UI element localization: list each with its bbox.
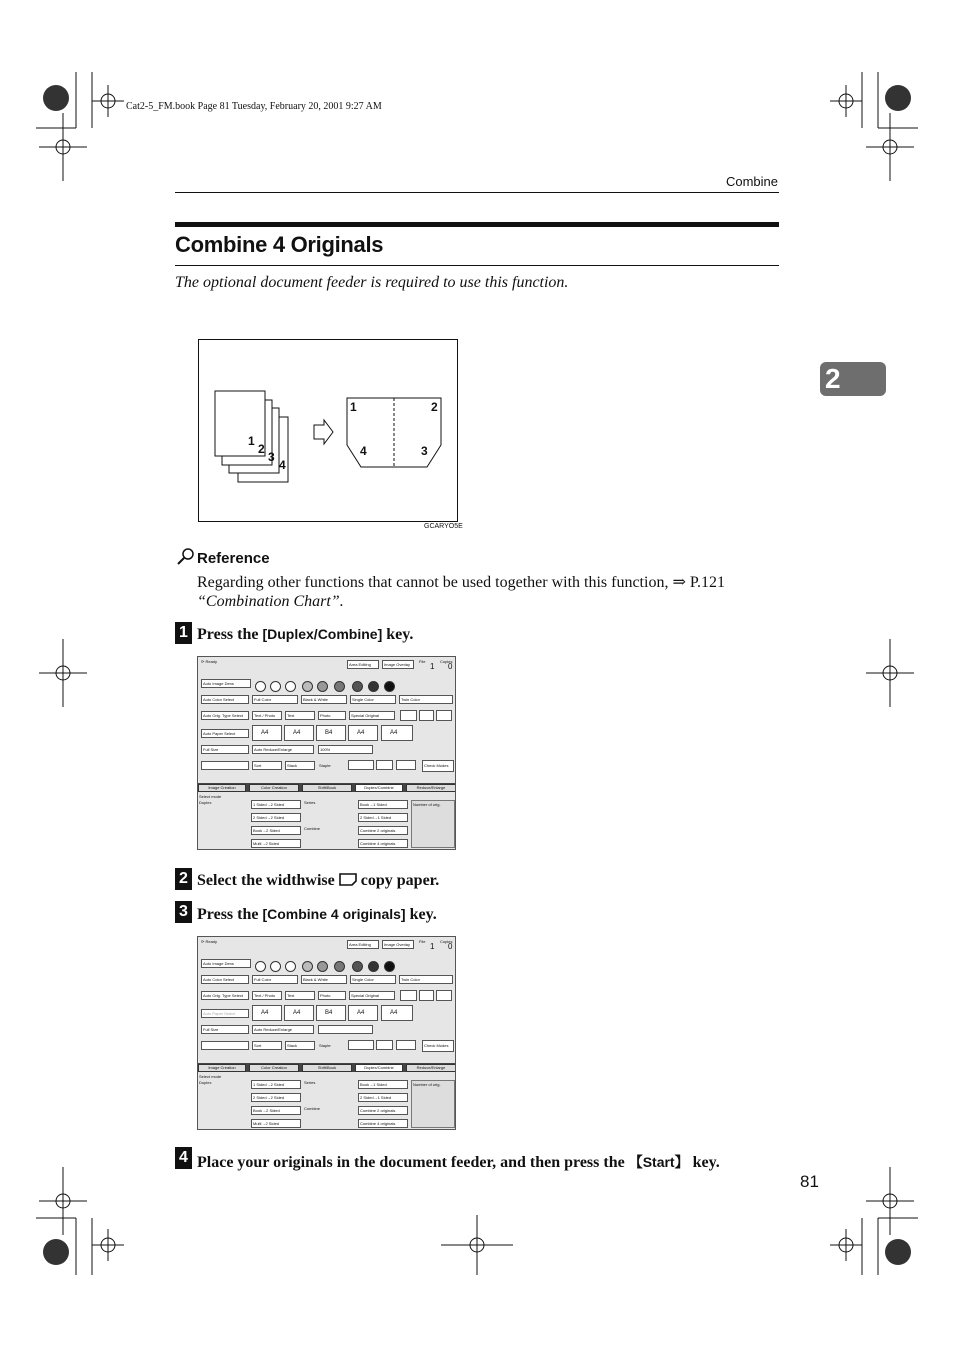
staple-button[interactable] xyxy=(396,760,416,770)
step-text: key. xyxy=(405,906,437,923)
page-number: 81 xyxy=(800,1172,819,1191)
reference-text: Regarding other functions that cannot be used together with this function, ⇒ P.121 xyxy=(197,574,725,591)
title-rule xyxy=(175,265,779,266)
orig-icon-button[interactable] xyxy=(436,990,452,1001)
series-option[interactable]: Book→1 Sided xyxy=(358,800,408,809)
stack-number: 3 xyxy=(268,450,275,464)
sort-button[interactable]: Sort xyxy=(252,1041,282,1050)
combine-2-button[interactable]: Combine 2 originals xyxy=(358,826,408,835)
auto-color-select-button[interactable]: Auto Color Select xyxy=(201,695,249,704)
step-number: 1 xyxy=(175,622,192,644)
paper-tray-button[interactable]: A4 xyxy=(381,725,413,741)
copies-label: Copies xyxy=(440,939,453,944)
text-photo-button[interactable]: Text / Photo xyxy=(252,991,282,1000)
density-dot[interactable] xyxy=(384,681,395,692)
density-dot[interactable] xyxy=(334,681,345,692)
function-tabs xyxy=(198,1063,456,1072)
staple-button[interactable] xyxy=(376,760,393,770)
duplex-option[interactable]: 2 Sided→2 Sided xyxy=(251,1093,301,1102)
density-dot[interactable] xyxy=(368,681,379,692)
auto-paper-select-button[interactable]: Auto Paper Select xyxy=(201,1009,249,1018)
select-mode-label: Select mode xyxy=(199,1074,222,1079)
stack-number: 1 xyxy=(248,434,255,448)
sort-button[interactable]: Sort xyxy=(252,761,282,770)
text-photo-button[interactable]: Text / Photo xyxy=(252,711,282,720)
header-rule xyxy=(175,192,779,193)
file-label: File xyxy=(419,659,426,664)
combine-4-button[interactable]: Combine 4 originals xyxy=(358,839,408,848)
step-text: Press the xyxy=(197,906,263,923)
step-4 xyxy=(197,1152,720,1172)
auto-image-density-button[interactable]: Auto Image Dens xyxy=(201,959,251,968)
result-number: 4 xyxy=(360,444,367,458)
auto-reduce-button[interactable]: Auto Reduce/Enlarge xyxy=(252,745,314,754)
step-number: 4 xyxy=(175,1147,192,1169)
auto-reduce-button[interactable]: Auto Reduce/Enlarge xyxy=(252,1025,314,1034)
number-of-orig-label: Number of orig. xyxy=(413,802,441,807)
series-option[interactable]: 2 Sided→1 Sided xyxy=(358,1093,408,1102)
combine-4-originals-key: [Combine 4 originals] xyxy=(262,906,406,922)
paper-tray-button[interactable]: A4 xyxy=(284,1005,314,1021)
step-text: key. xyxy=(688,1154,720,1171)
single-color-button[interactable]: Single Color xyxy=(350,695,396,704)
stack-number: 2 xyxy=(258,442,265,456)
staple-button[interactable] xyxy=(348,1040,374,1050)
text-button[interactable]: Text xyxy=(285,711,315,720)
density-dot[interactable] xyxy=(317,681,328,692)
reference-body xyxy=(197,573,782,611)
figure-caption: GCARYO5E xyxy=(424,523,463,530)
intro-text: The optional document feeder is required to use this function. xyxy=(175,274,569,291)
paper-tray-button[interactable]: A4 xyxy=(252,725,282,741)
duplex-option[interactable]: 1 Sided→2 Sided xyxy=(251,1080,301,1089)
image-overlay-button[interactable]: Image Overlay xyxy=(382,940,414,949)
step-text: key. xyxy=(382,626,414,643)
reference-heading: Reference xyxy=(197,550,270,567)
step-3 xyxy=(197,906,437,924)
widthwise-paper-icon xyxy=(339,872,357,886)
result-number: 1 xyxy=(350,400,357,414)
sort-mode-button[interactable] xyxy=(201,1041,249,1050)
step-text: Place your originals in the document feeder, and then press the xyxy=(197,1154,629,1171)
series-label: Series xyxy=(304,1080,316,1085)
twin-color-button[interactable]: Twin Color xyxy=(399,695,453,704)
density-dot[interactable] xyxy=(285,961,296,972)
file-value: 1 xyxy=(430,662,435,671)
density-dot[interactable] xyxy=(368,961,379,972)
paper-tray-button[interactable]: A4 xyxy=(381,1005,413,1021)
duplex-option[interactable]: Multi→2 Sided xyxy=(251,1119,301,1128)
copier-screen xyxy=(197,656,456,850)
check-modes-button[interactable]: Check Modes xyxy=(422,760,454,772)
stack-number: 4 xyxy=(279,458,286,472)
paper-tray-button[interactable]: A4 xyxy=(348,1005,378,1021)
tab-reduce-enlarge[interactable]: Reduce/Enlarge xyxy=(406,1064,456,1072)
tab-shift-book[interactable]: Shift/Book xyxy=(302,1064,352,1072)
staple-button[interactable] xyxy=(396,1040,416,1050)
density-dot[interactable] xyxy=(352,961,363,972)
result-number: 3 xyxy=(421,444,428,458)
staple-label: Staple: xyxy=(319,1043,332,1048)
series-option[interactable]: 2 Sided→1 Sided xyxy=(358,813,408,822)
staple-label: Staple: xyxy=(319,763,332,768)
auto-color-select-button[interactable]: Auto Color Select xyxy=(201,975,249,984)
full-color-button[interactable]: Full Color xyxy=(252,975,298,984)
tab-shift-book[interactable]: Shift/Book xyxy=(302,784,352,792)
file-label: File xyxy=(419,939,426,944)
paper-tray-button[interactable]: B4 xyxy=(316,1005,346,1021)
status-text: ⟳ Ready xyxy=(201,939,218,944)
paper-tray-button[interactable]: A4 xyxy=(348,725,378,741)
photo-button[interactable]: Photo xyxy=(318,991,346,1000)
black-white-button[interactable]: Black & White xyxy=(301,695,347,704)
tab-reduce-enlarge[interactable]: Reduce/Enlarge xyxy=(406,784,456,792)
duplex-option[interactable]: 1 Sided→2 Sided xyxy=(251,800,301,809)
area-editing-button[interactable]: Area Editing xyxy=(347,940,379,949)
combine-2-button[interactable]: Combine 2 originals xyxy=(358,1106,408,1115)
combine-label: Combine xyxy=(304,1106,321,1111)
status-text: ⟳ Ready xyxy=(201,659,218,664)
auto-paper-select-button[interactable]: Auto Paper Select xyxy=(201,729,249,738)
combine-figure xyxy=(198,339,458,522)
duplex-option[interactable]: Book→2 Sided xyxy=(251,826,301,835)
tab-duplex-combine[interactable]: Duplex/Combine xyxy=(355,1064,403,1072)
orig-icon-button[interactable] xyxy=(400,990,417,1001)
step-number: 3 xyxy=(175,901,192,923)
copies-value: 0 xyxy=(448,942,453,951)
staple-button[interactable] xyxy=(376,1040,393,1050)
full-size-button[interactable]: Full Size xyxy=(201,745,249,754)
paper-tray-button[interactable]: B4 xyxy=(316,725,346,741)
density-dot[interactable] xyxy=(270,681,281,692)
start-key: 【Start】 xyxy=(628,1154,689,1170)
special-original-button[interactable]: Special Original xyxy=(349,711,395,720)
check-modes-button[interactable]: Check Modes xyxy=(422,1040,454,1052)
density-dot[interactable] xyxy=(302,961,313,972)
black-white-button[interactable]: Black & White xyxy=(301,975,347,984)
copier-screen xyxy=(197,936,456,1130)
duplex-combine-key: [Duplex/Combine] xyxy=(262,626,383,642)
result-number: 2 xyxy=(431,400,438,414)
copies-label: Copies xyxy=(440,659,453,664)
special-original-button[interactable]: Special Original xyxy=(349,991,395,1000)
orig-icon-button[interactable] xyxy=(400,710,417,721)
duplex-label: Duplex xyxy=(199,800,212,805)
photo-button[interactable]: Photo xyxy=(318,711,346,720)
function-tabs xyxy=(198,783,456,792)
area-editing-button[interactable]: Area Editing xyxy=(347,660,379,669)
density-dot[interactable] xyxy=(317,961,328,972)
duplex-option[interactable]: 2 Sided→2 Sided xyxy=(251,813,301,822)
step-text: Select the widthwise xyxy=(197,872,339,889)
step-text: copy paper. xyxy=(356,872,440,889)
series-option[interactable]: Book→1 Sided xyxy=(358,1080,408,1089)
magnifier-icon xyxy=(176,547,196,565)
density-dot[interactable] xyxy=(302,681,313,692)
full-color-button[interactable]: Full Color xyxy=(252,695,298,704)
tab-color-creation[interactable]: Color Creation xyxy=(249,784,299,792)
combine-illustration xyxy=(199,340,457,521)
reference-link[interactable]: “Combination Chart”. xyxy=(197,593,344,610)
copies-value: 0 xyxy=(448,662,453,671)
duplex-option[interactable]: Book→2 Sided xyxy=(251,1106,301,1115)
orig-icon-button[interactable] xyxy=(436,710,452,721)
step-1 xyxy=(197,626,413,644)
ratio-display xyxy=(318,1025,373,1034)
density-dot[interactable] xyxy=(352,681,363,692)
auto-image-density-button[interactable]: Auto Image Dens xyxy=(201,679,251,688)
stack-button[interactable]: Stack xyxy=(285,761,315,770)
sort-mode-button[interactable] xyxy=(201,761,249,770)
text-button[interactable]: Text xyxy=(285,991,315,1000)
orig-icon-button[interactable] xyxy=(419,710,434,721)
book-info: Cat2-5_FM.book Page 81 Tuesday, February 20, 2001 9:27 AM xyxy=(126,101,382,112)
combine-label: Combine xyxy=(304,826,321,831)
full-size-button[interactable]: Full Size xyxy=(201,1025,249,1034)
auto-orig-type-button[interactable]: Auto Orig. Type Select xyxy=(201,991,249,1000)
step-2 xyxy=(197,872,439,890)
density-dot[interactable] xyxy=(334,961,345,972)
combine-4-button[interactable]: Combine 4 originals xyxy=(358,1119,408,1128)
orig-icon-button[interactable] xyxy=(419,990,434,1001)
ratio-display: 100% xyxy=(318,745,373,754)
series-label: Series xyxy=(304,800,316,805)
density-dot[interactable] xyxy=(285,681,296,692)
number-of-orig-panel xyxy=(411,800,455,848)
number-of-orig-label: Number of orig. xyxy=(413,1082,441,1087)
duplex-option[interactable]: Multi→2 Sided xyxy=(251,839,301,848)
paper-tray-button[interactable]: A4 xyxy=(284,725,314,741)
select-mode-label: Select mode xyxy=(199,794,222,799)
auto-orig-type-button[interactable]: Auto Orig. Type Select xyxy=(201,711,249,720)
file-value: 1 xyxy=(430,942,435,951)
single-color-button[interactable]: Single Color xyxy=(350,975,396,984)
twin-color-button[interactable]: Twin Color xyxy=(399,975,453,984)
tab-duplex-combine[interactable]: Duplex/Combine xyxy=(355,784,403,792)
duplex-label: Duplex xyxy=(199,1080,212,1085)
staple-button[interactable] xyxy=(348,760,374,770)
section-title: Combine 4 Originals xyxy=(175,232,384,257)
stack-button[interactable]: Stack xyxy=(285,1041,315,1050)
number-of-orig-panel xyxy=(411,1080,455,1128)
density-dot[interactable] xyxy=(255,681,266,692)
density-dot[interactable] xyxy=(255,961,266,972)
step-number: 2 xyxy=(175,868,192,890)
chapter-tab: 2 xyxy=(820,362,886,396)
density-dot[interactable] xyxy=(270,961,281,972)
running-head: Combine xyxy=(725,174,778,189)
step-text: Press the xyxy=(197,626,263,643)
tab-color-creation[interactable]: Color Creation xyxy=(249,1064,299,1072)
density-dot[interactable] xyxy=(384,961,395,972)
tab-image-creation[interactable]: Image Creation xyxy=(198,1064,246,1072)
image-overlay-button[interactable]: Image Overlay xyxy=(382,660,414,669)
title-bar xyxy=(175,222,779,227)
paper-tray-button[interactable]: A4 xyxy=(252,1005,282,1021)
tab-image-creation[interactable]: Image Creation xyxy=(198,784,246,792)
